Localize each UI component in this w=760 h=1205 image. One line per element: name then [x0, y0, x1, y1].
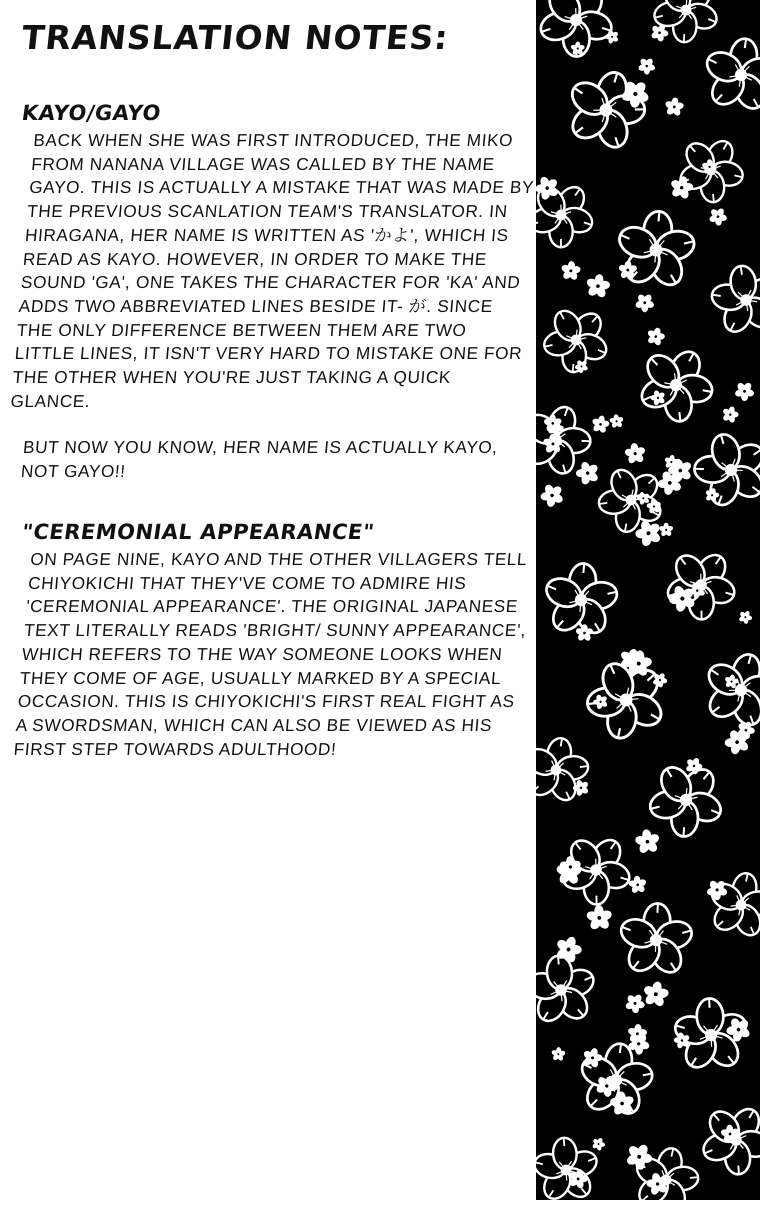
notes-column [22, 18, 532, 761]
cherry-blossom-icon [644, 325, 668, 348]
cherry-blossom-icon [589, 1135, 607, 1153]
cherry-blossom-icon [719, 404, 741, 425]
cherry-blossom-icon [698, 252, 760, 349]
cherry-blossom-icon [736, 608, 755, 627]
cherry-blossom-icon [559, 260, 582, 282]
cherry-blossom-icon [705, 204, 731, 229]
cherry-blossom-icon [730, 377, 758, 405]
cherry-blossom-icon [536, 732, 596, 809]
section-paragraph: ON PAGE NINE, KAYO AND THE OTHER VILLAGERS TELL CHIYOKICHI THAT THEY'VE COME TO ADMIRE HIS 'CEREMONIAL APPEARANCE'. THE ORIGINAL JAPANESE TEXT LITERALLY READS 'BRIGHT/ SUNNY APPEARANCE', WHICH REFERS TO THE WAY SOMEONE LOOKS WHEN THEY COME OF AGE, USUALLY MARKED BY A SPECIAL OCCASION. THIS IS CHIYOKICHI'S FIRST REAL FIGHT AS A SWORDSMAN, WHICH CAN ALSO BE VIEWED AS HIS FIRST STEP TOWARDS ADULTHOOD! [13, 548, 542, 761]
cherry-blossom-icon [630, 825, 664, 859]
page-title: TRANSLATION NOTES: [20, 18, 534, 57]
section-heading: "CEREMONIAL APPEARANCE" [20, 520, 533, 544]
cherry-blossom-icon [615, 901, 696, 979]
cherry-blossom-icon [697, 33, 760, 117]
cherry-blossom-icon [640, 979, 671, 1009]
cherry-blossom-icon [701, 866, 760, 944]
cherry-blossom-icon [607, 412, 626, 431]
cherry-blossom-pattern [536, 0, 760, 1200]
cherry-blossom-icon [663, 96, 685, 117]
cherry-blossom-icon [536, 293, 623, 387]
cherry-blossom-icon [678, 417, 760, 523]
cherry-blossom-icon-field [536, 0, 760, 1200]
cherry-blossom-icon [536, 479, 569, 513]
cherry-blossom-icon [590, 414, 612, 435]
cherry-blossom-icon [621, 990, 649, 1018]
section-paragraph: BACK WHEN SHE WAS FIRST INTRODUCED, THE MIKO FROM NANANA VILLAGE WAS CALLED BY THE NAME GAYO. THIS IS ACTUALLY A MISTAKE THAT WAS MADE BY THE PREVIOUS SCANLATION TEAM'S TRANSLATOR. IN HIRAGANA, HER NAME IS WRITTEN AS 'かよ', WHICH IS READ AS KAYO. HOWEVER, IN ORDER TO MAKE THE SOUND 'GA', ONE TAKES THE CHARACTER FOR 'KA' AND ADDS TWO ABBREVIATED LINES BESIDE IT- が. SINCE THE ONLY DIFFERENCE BETWEEN THEM ARE TWO LITTLE LINES, IT ISN'T VERY HARD TO MISTAKE ONE FOR THE OTHER WHEN YOU'RE JUST TAKING A QUICK GLANCE. [10, 129, 545, 413]
cherry-blossom-icon [582, 900, 616, 935]
cherry-blossom-icon [555, 61, 657, 160]
cherry-blossom-icon [634, 54, 659, 79]
note-section-kayo-gayo [22, 101, 532, 484]
cherry-blossom-icon [536, 1126, 609, 1200]
cherry-blossom-icon [550, 1047, 566, 1062]
section-paragraph: BUT NOW YOU KNOW, HER NAME IS ACTUALLY KAYO, NOT GAYO!! [20, 436, 534, 483]
cherry-blossom-icon [621, 439, 650, 468]
cherry-blossom-icon [583, 272, 612, 300]
section-heading: KAYO/GAYO [20, 101, 533, 125]
cherry-blossom-icon [612, 208, 701, 293]
cherry-blossom-icon [631, 289, 659, 316]
cherry-blossom-icon [571, 456, 605, 490]
cherry-blossom-icon [624, 334, 728, 436]
note-section-ceremonial-appearance [22, 520, 532, 761]
